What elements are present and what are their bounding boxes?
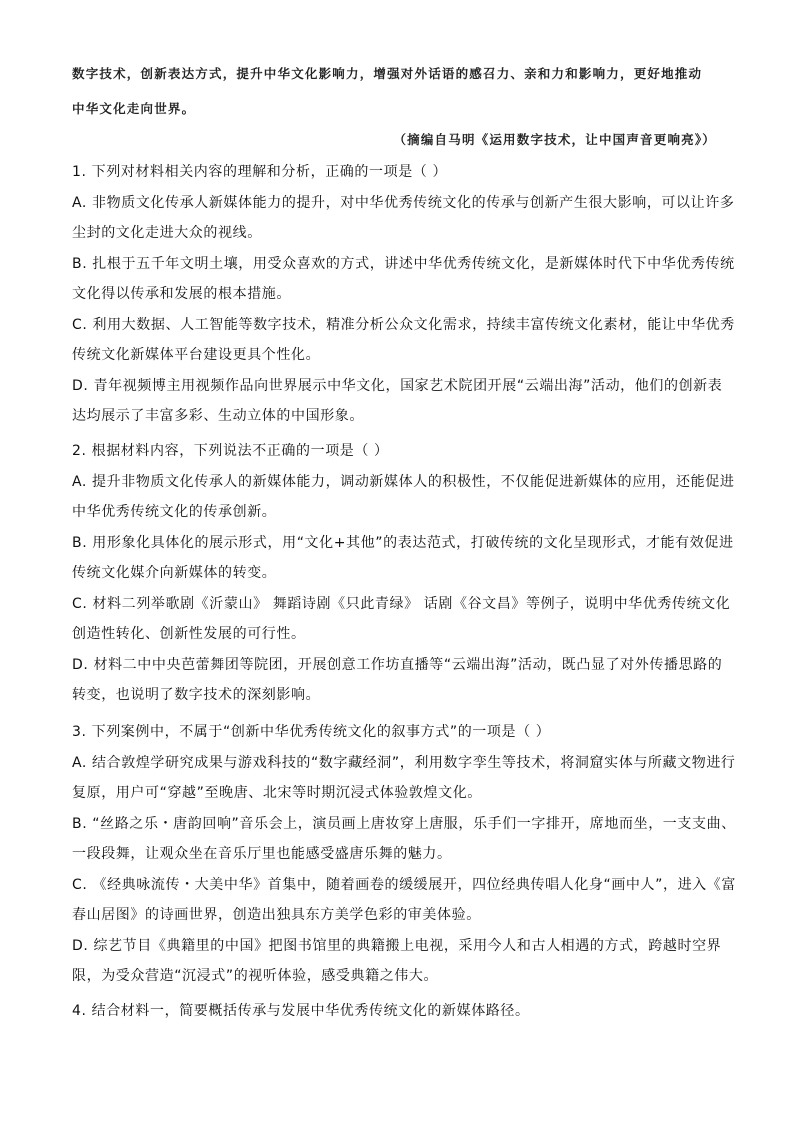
option-d-line-1[interactable]: D. 综艺节目《典籍里的中国》把图书馆里的典籍搬上电视，采用今人和古人相遇的方式，跨越时空界 xyxy=(72,937,722,954)
option-d-line-2[interactable]: 转变，也说明了数字技术的深刻影响。 xyxy=(72,687,321,703)
question-stem: 4. 结合材料一，简要概括传承与发展中华优秀传统文化的新媒体路径。 xyxy=(72,1003,530,1019)
intro-line-1: 数字技术，创新表达方式，提升中华文化影响力，增强对外话语的感召力、亲和力和影响力，更好地推动 xyxy=(72,66,703,81)
option-d-line-1[interactable]: D. 青年视频博主用视频作品向世界展示中华文化，国家艺术院团开展“云端出海”活动，他们的创新表 xyxy=(72,377,723,394)
option-a-line-2[interactable]: 中华优秀传统文化的传承创新。 xyxy=(72,504,277,520)
source-citation: （摘编自马明《运用数字技术，让中国声音更响亮》） xyxy=(393,132,716,147)
option-a-line-2[interactable]: 复原，用户可“穿越”至晚唐、北宋等时期沉浸式体验敦煌文化。 xyxy=(72,785,482,801)
option-b-line-1[interactable]: B. 用形象化具体化的展示形式，用“文化+其他”的表达范式，打破传统的文化呈现形式，才能有效促进 xyxy=(72,534,734,551)
option-a-line-1[interactable]: A. 提升非物质文化传承人的新媒体能力，调动新媒体人的积极性，不仅能促进新媒体的应用，还能促进 xyxy=(72,473,735,490)
option-b-line-2[interactable]: 传统文化媒介向新媒体的转变。 xyxy=(72,565,277,581)
option-b-line-2[interactable]: 文化得以传承和发展的根本措施。 xyxy=(72,286,291,302)
option-b-line-1[interactable]: B. 扎根于五千年文明土壤，用受众喜欢的方式，讲述中华优秀传统文化，是新媒体时代下中华优秀传统 xyxy=(72,255,735,272)
question-4 xyxy=(72,996,724,1027)
question-stem: 3. 下列案例中，不属于“创新中华优秀传统文化的叙事方式”的一项是（ ） xyxy=(72,724,551,740)
option-c-line-1[interactable]: C. 《经典咏流传・大美中华》首集中，随着画卷的缓缓展开，四位经典传唱人化身“画中人”，进入《富 xyxy=(72,876,736,893)
question-1 xyxy=(72,157,735,432)
option-a-line-2[interactable]: 尘封的文化走进大众的视线。 xyxy=(72,225,262,241)
option-d-line-1[interactable]: D. 材料二中中央芭蕾舞团等院团，开展创意工作坊直播等“云端出海”活动，既凸显了对外传播思路的 xyxy=(72,656,723,673)
option-b-line-2[interactable]: 一段段舞，让观众坐在音乐厅里也能感受盛唐乐舞的魅力。 xyxy=(72,846,452,862)
option-d-line-2[interactable]: 限，为受众营造“沉浸式”的视听体验，感受典籍之伟大。 xyxy=(72,968,439,984)
question-3 xyxy=(72,717,736,992)
option-c-line-1[interactable]: C. 利用大数据、人工智能等数字技术，精准分析公众文化需求，持续丰富传统文化素材，能让中华优秀 xyxy=(72,316,735,333)
option-d-line-2[interactable]: 达均展示了丰富多彩、生动立体的中国形象。 xyxy=(72,408,364,424)
option-c-line-1[interactable]: C. 材料二列举歌剧《沂蒙山》 舞蹈诗剧《只此青绿》 话剧《谷文昌》等例子，说明中华优秀传统文化 xyxy=(72,595,731,612)
option-a-line-1[interactable]: A. 结合敦煌学研究成果与游戏科技的“数字藏经洞”，利用数字孪生等技术，将洞窟实体与所藏文物进行 xyxy=(72,754,736,771)
option-c-line-2[interactable]: 传统文化新媒体平台建设更具个性化。 xyxy=(72,347,321,363)
intro-line-2: 中华文化走向世界。 xyxy=(72,101,196,116)
question-stem: 2. 根据材料内容，下列说法不正确的一项是（ ） xyxy=(72,443,389,459)
question-stem: 1. 下列对材料相关内容的理解和分析，正确的一项是（ ） xyxy=(72,164,448,180)
option-c-line-2[interactable]: 春山居图》的诗画世界，创造出独具东方美学色彩的审美体验。 xyxy=(72,907,481,923)
option-b-line-1[interactable]: B. “丝路之乐・唐韵回响”音乐会上，演员画上唐妆穿上唐服，乐手们一字排开，席地而坐，一支支曲、 xyxy=(72,815,736,832)
option-c-line-2[interactable]: 创造性转化、创新性发展的可行性。 xyxy=(72,626,306,642)
option-a-line-1[interactable]: A. 非物质文化传承人新媒体能力的提升，对中华优秀传统文化的传承与创新产生很大影响，可以让许多 xyxy=(72,194,735,211)
question-2 xyxy=(72,436,735,711)
